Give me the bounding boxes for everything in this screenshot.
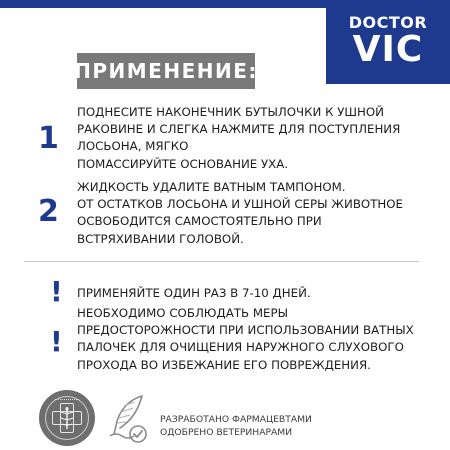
brand-logo-line2: VIC [352, 29, 424, 70]
step-2-line: ОСВОБОДИТСЯ САМОСТОЯТЕЛЬНО ПРИ [77, 214, 322, 229]
section-heading [74, 53, 258, 89]
step-1-line: РАКОВИНЕ И СЛЕГКА НАЖМИТЕ ДЛЯ ПОСТУПЛЕНИЯ [77, 122, 401, 137]
badge-ring-lettering [55, 399, 79, 402]
step-1-line: ПОМАССИРУЙТЕ ОСНОВАНИЕ УХА. [77, 156, 289, 171]
step-text-1 [77, 104, 401, 173]
exclamation-icon: ! [50, 275, 63, 308]
note-1-line: ПРИМЕНЯЙТЕ ОДИН РАЗ В 7-10 ДНЕЙ. [77, 286, 311, 300]
note-2-line: ПРЕДОСТОРОЖНОСТИ ПРИ ИСПОЛЬЗОВАНИИ ВАТНЫХ [77, 323, 414, 338]
section-heading-text: ПРИМЕНЕНИЕ: [74, 59, 258, 83]
feather-check-icon [104, 392, 154, 446]
step-2-line: ОТ ОСТАТКОВ ЛОСЬОНА И УШНОЙ СЕРЫ ЖИВОТНОЕ [77, 197, 404, 212]
note-2-line: НЕОБХОДИМО СОБЛЮДАТЬ МЕРЫ [77, 306, 289, 320]
brand-logo-line1: DOCTOR [348, 13, 428, 32]
step-2-line: ЖИДКОСТЬ УДАЛИТЕ ВАТНЫМ ТАМПОНОМ. [77, 180, 346, 194]
pharma-quality-badge-icon [39, 390, 95, 446]
section-divider [24, 261, 419, 262]
note-text-2 [77, 305, 414, 374]
approval-line: ОДОБРЕНО ВЕТЕРИНАРАМИ [160, 427, 293, 438]
step-number-1: 1 [38, 121, 59, 156]
note-2-line: ПРОХОДА ВО ИЗБЕЖАНИЕ ЕГО ПОВРЕЖДЕНИЯ. [77, 357, 371, 372]
step-text-2 [77, 179, 404, 248]
approval-line: РАЗРАБОТАНО ФАРМАЦЕВТАМИ [160, 414, 312, 425]
step-1-line: ПОДНЕСИТЕ НАКОНЕЧНИК БУТЫЛОЧКИ К УШНОЙ [77, 105, 385, 119]
approval-text [160, 413, 312, 439]
step-1-line: ЛОСЬОНА, МЯГКО [77, 139, 189, 154]
note-2-line: ПАЛОЧЕК ДЛЯ ОЧИЩЕНИЯ НАРУЖНОГО СЛУХОВОГО [77, 340, 404, 355]
caduceus-icon [57, 406, 77, 430]
note-text-1 [77, 285, 377, 302]
brand-logo [326, 0, 450, 84]
step-2-line: ВСТРЯХИВАНИИ ГОЛОВОЙ. [77, 231, 244, 246]
exclamation-icon: ! [50, 325, 63, 358]
step-number-2: 2 [38, 194, 59, 229]
